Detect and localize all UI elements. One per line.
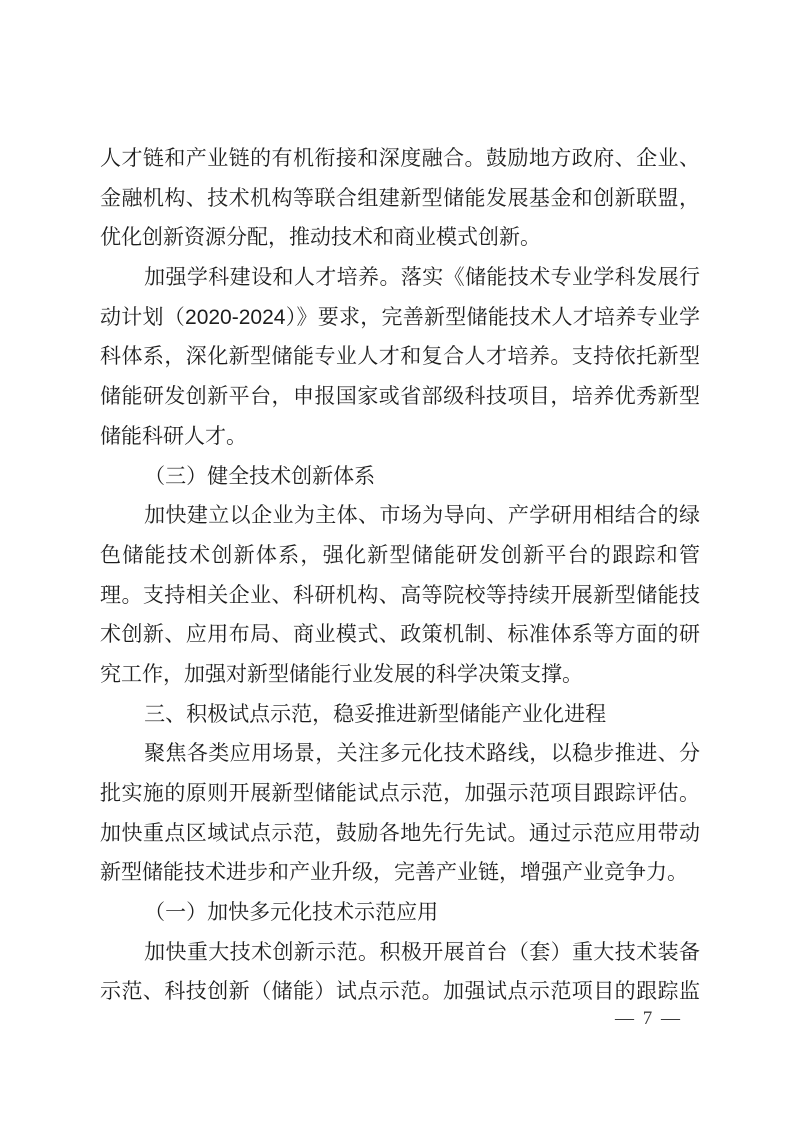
paragraph-line: 究工作，加强对新型储能行业发展的科学决策支撑。 xyxy=(100,662,583,686)
paragraph-line: 动计划（2020-2024）》要求，完善新型储能技术人才培养专业学 xyxy=(100,305,700,329)
paragraph-line: 优化创新资源分配，推动技术和商业模式创新。 xyxy=(100,226,541,250)
paragraph-line: 加快重点区域试点示范，鼓励各地先行先试。通过示范应用带动 xyxy=(100,821,700,845)
paragraph-line: 加快建立以企业为主体、市场为导向、产学研用相结合的绿 xyxy=(144,504,700,528)
paragraph-line: 批实施的原则开展新型储能试点示范，加强示范项目跟踪评估。 xyxy=(100,782,700,805)
paragraph-line: 科体系，深化新型储能专业人才和复合人才培养。支持依托新型 xyxy=(100,345,700,369)
paragraph-line: 示范、科技创新（储能）试点示范。加强试点示范项目的跟踪监 xyxy=(100,980,700,1004)
paragraph-line: 储能研发创新平台，申报国家或省部级科技项目，培养优秀新型 xyxy=(100,385,700,409)
page-number: — 7 — xyxy=(615,1008,682,1029)
subsection-heading-1: （一）加快多元化技术示范应用 xyxy=(144,901,439,925)
paragraph-line: 人才链和产业链的有机衔接和深度融合。鼓励地方政府、企业、 xyxy=(100,147,700,170)
paragraph-line: 色储能技术创新体系，强化新型储能研发创新平台的跟踪和管 xyxy=(100,543,700,567)
subsection-heading-3: （三）健全技术创新体系 xyxy=(144,464,376,488)
paragraph-line: 储能科研人才。 xyxy=(100,424,247,448)
paragraph-line: 术创新、应用布局、商业模式、政策机制、标准体系等方面的研 xyxy=(100,623,700,647)
document-body xyxy=(100,139,700,1012)
paragraph-line: 新型储能技术进步和产业升级，完善产业链，增强产业竞争力。 xyxy=(100,861,688,885)
paragraph-line: 聚焦各类应用场景，关注多元化技术路线，以稳步推进、分 xyxy=(144,742,700,766)
paragraph-line: 理。支持相关企业、科研机构、高等院校等持续开展新型储能技 xyxy=(100,583,700,607)
section-heading-3: 三、积极试点示范，稳妥推进新型储能产业化进程 xyxy=(144,702,607,726)
paragraph-line: 加快重大技术创新示范。积极开展首台（套）重大技术装备 xyxy=(144,940,700,964)
paragraph-line: 金融机构、技术机构等联合组建新型储能发展基金和创新联盟， xyxy=(100,186,700,210)
paragraph-line: 加强学科建设和人才培养。落实《储能技术专业学科发展行 xyxy=(144,266,700,290)
